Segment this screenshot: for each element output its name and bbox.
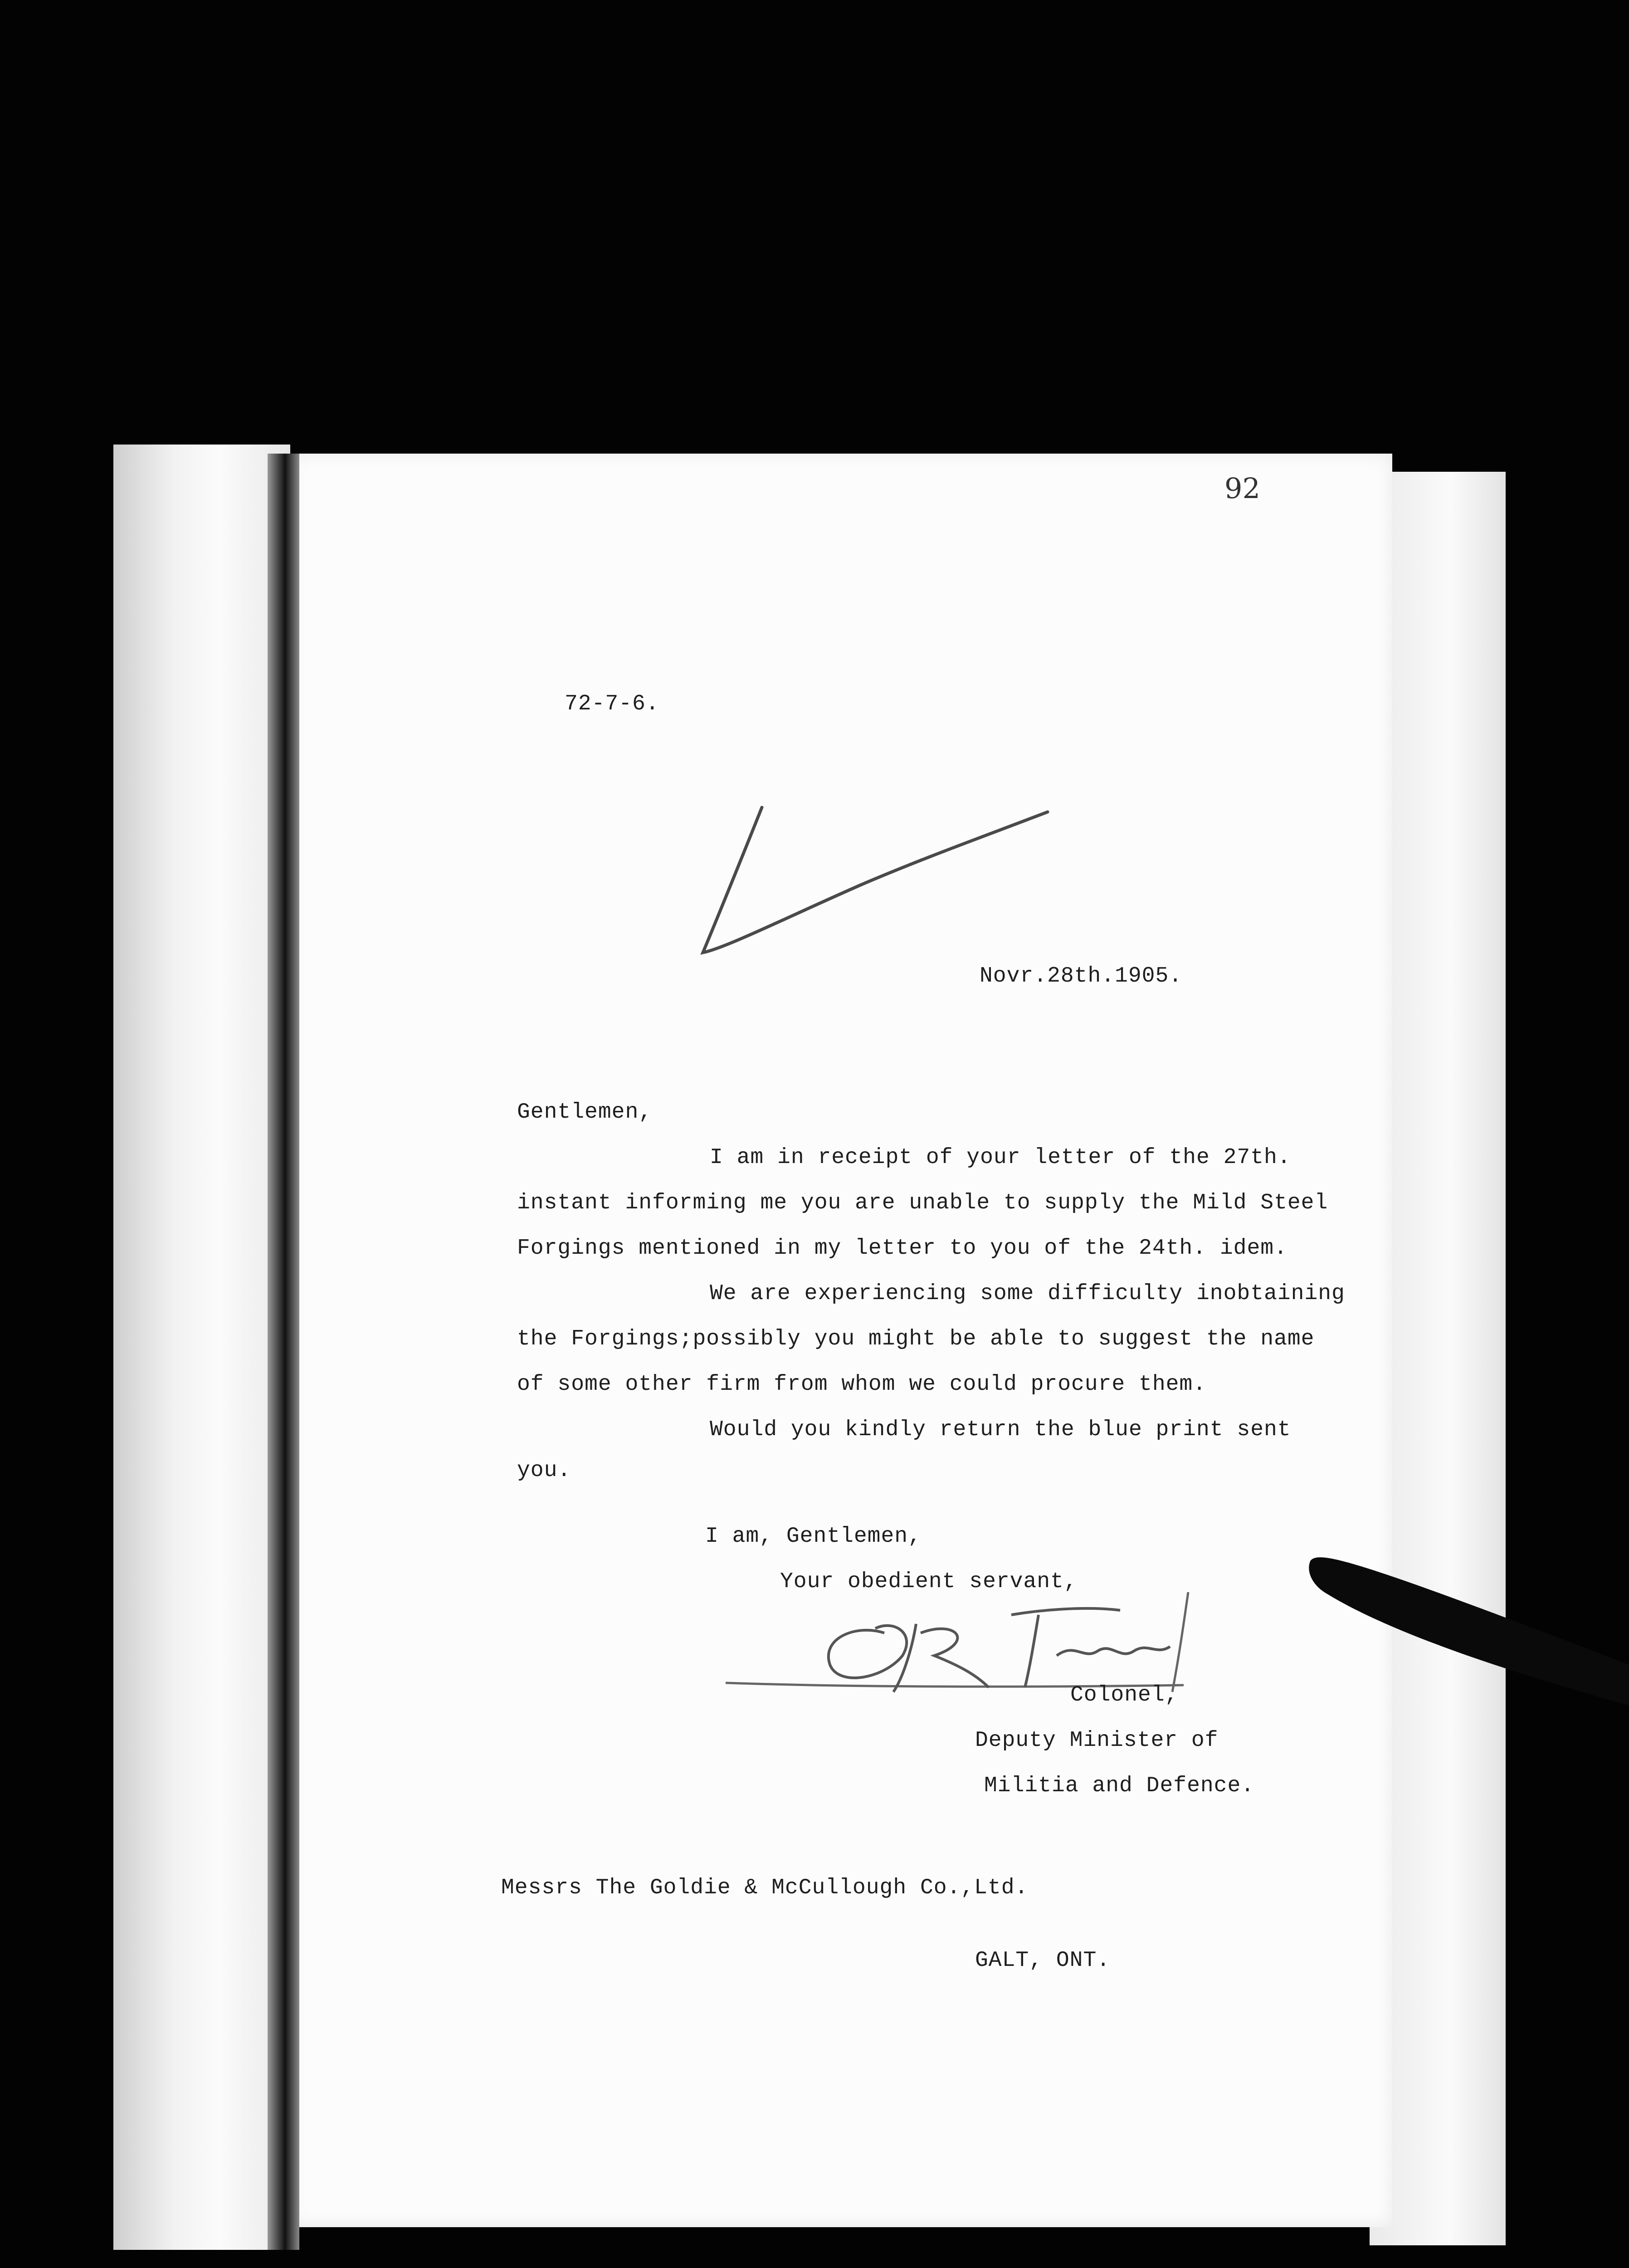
- closing-line: I am, Gentlemen,: [705, 1524, 922, 1549]
- body-line: of some other firm from whom we could procure them.: [517, 1372, 1207, 1397]
- body-line: Would you kindly return the blue print sent: [710, 1418, 1291, 1442]
- letter-opener: [1306, 1551, 1629, 1715]
- facing-page-edge: [113, 445, 290, 2250]
- signer-title: Militia and Defence.: [984, 1774, 1255, 1798]
- check-mark: [698, 798, 1052, 971]
- body-line: you.: [517, 1458, 571, 1483]
- page-number: 92: [1224, 472, 1260, 505]
- addressee-place: GALT, ONT.: [975, 1948, 1111, 1973]
- body-line: the Forgings;possibly you might be able to suggest the name: [517, 1327, 1315, 1351]
- body-line: instant informing me you are unable to supply the Mild Steel: [517, 1191, 1328, 1215]
- body-line: Forgings mentioned in my letter to you of the 24th. idem.: [517, 1236, 1288, 1261]
- binding-gutter: [268, 454, 299, 2250]
- signer-rank: Colonel,: [1070, 1683, 1179, 1707]
- body-line: I am in receipt of your letter of the 27th.: [710, 1145, 1291, 1170]
- addressee-name: Messrs The Goldie & McCullough Co.,Ltd.: [501, 1876, 1029, 1900]
- salutation: Gentlemen,: [517, 1100, 653, 1124]
- closing-line: Your obedient servant,: [780, 1569, 1078, 1594]
- signer-title: Deputy Minister of: [975, 1728, 1219, 1753]
- file-reference: 72-7-6.: [565, 692, 659, 716]
- body-line: We are experiencing some difficulty inobtaining: [710, 1281, 1345, 1306]
- letter-date: Novr.28th.1905.: [980, 964, 1183, 988]
